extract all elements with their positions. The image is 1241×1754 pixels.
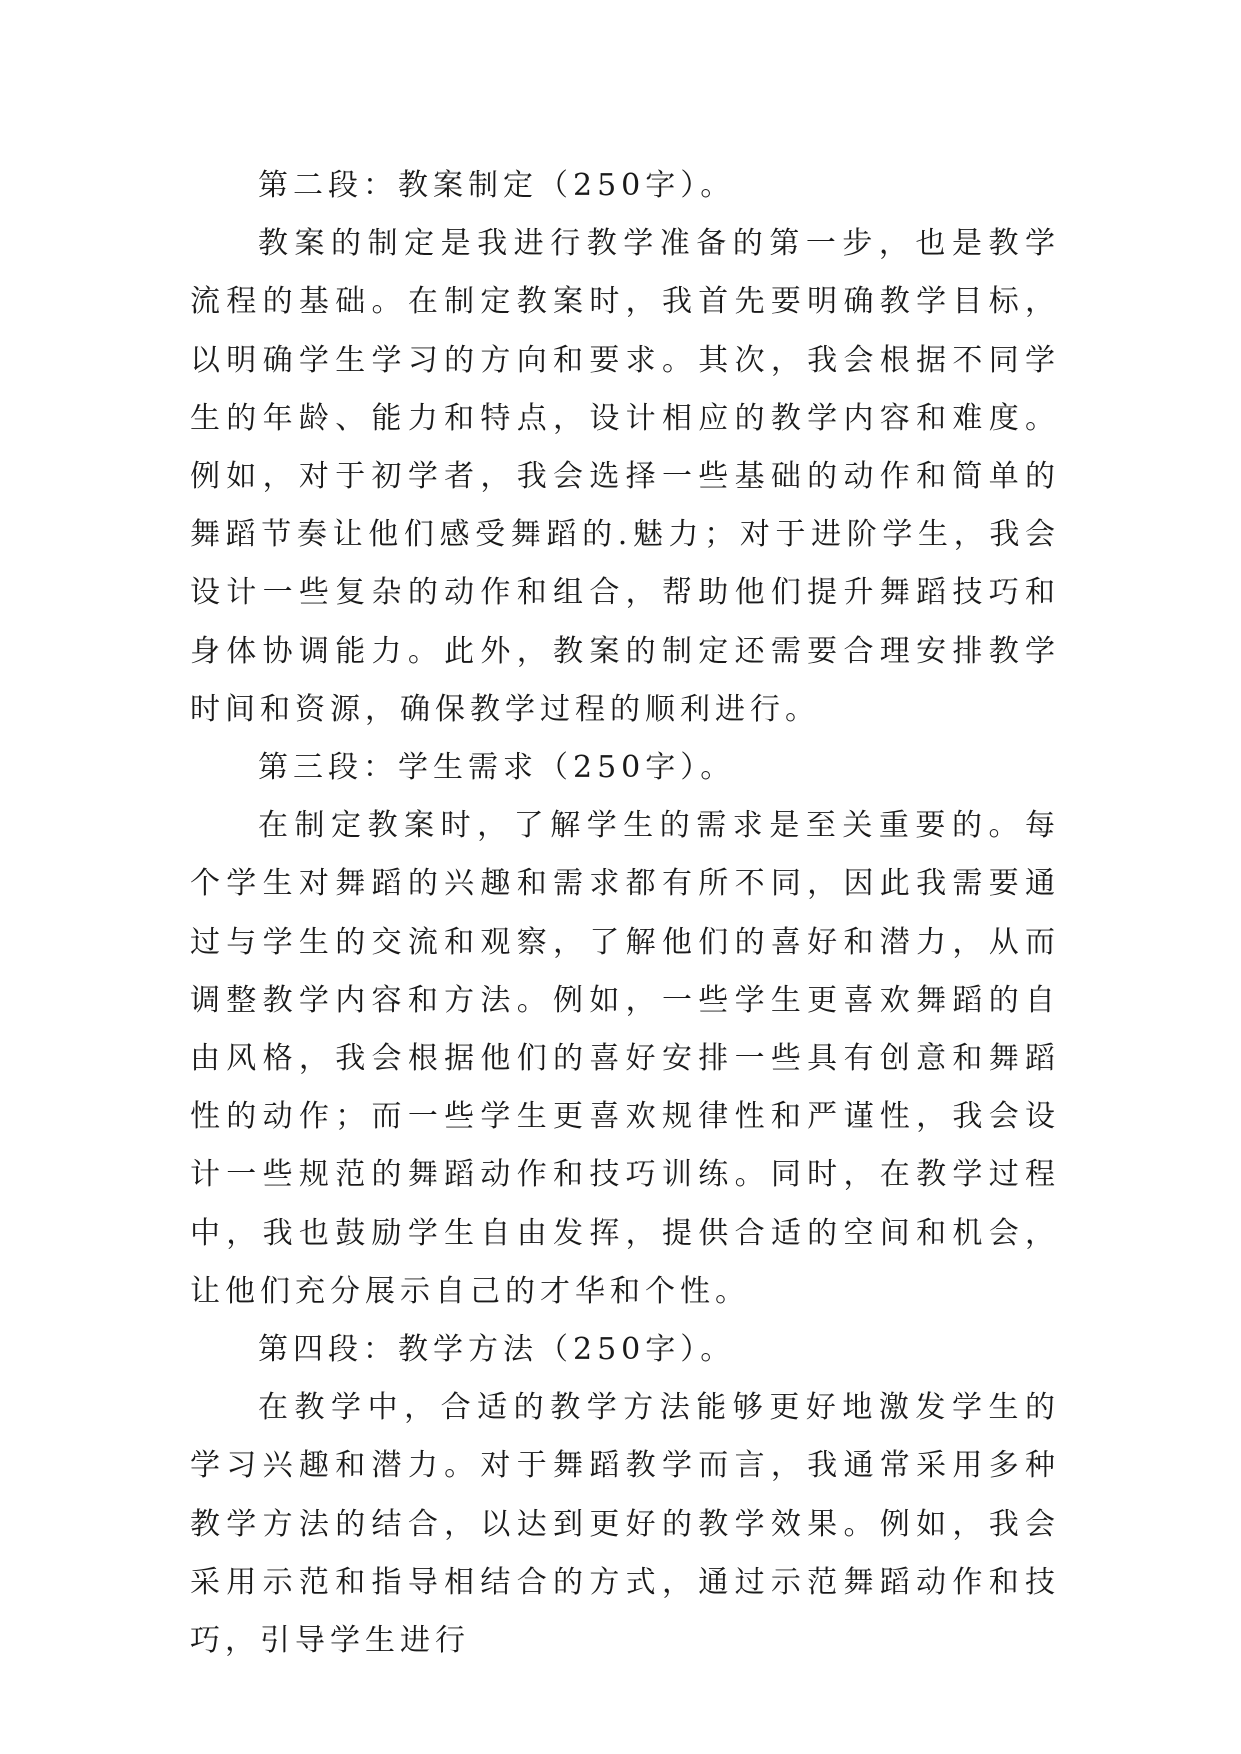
document-body bbox=[190, 157, 1060, 1670]
section-paragraph-2: 教案的制定是我进行教学准备的第一步，也是教学流程的基础。在制定教案时，我首先要明确教学目标，以明确学生学习的方向和要求。其次，我会根据不同学生的年龄、能力和特点，设计相应的教学内容和难度。例如，对于初学者，我会选择一些基础的动作和简单的舞蹈节奏让他们感受舞蹈的.魅力；对于进阶学生，我会设计一些复杂的动作和组合，帮助他们提升舞蹈技巧和身体协调能力。此外，教案的制定还需要合理安排教学时间和资源，确保教学过程的顺利进行。 bbox=[190, 226, 1060, 727]
section-heading-4: 第四段：教学方法（250字）。 bbox=[258, 1332, 736, 1368]
section-paragraph-4: 在教学中，合适的教学方法能够更好地激发学生的学习兴趣和潜力。对于舞蹈教学而言，我通常采用多种教学方法的结合，以达到更好的教学效果。例如，我会采用示范和指导相结合的方式，通过示范舞蹈动作和技巧，引导学生进行 bbox=[190, 1390, 1060, 1659]
section-heading-3: 第三段：学生需求（250字）。 bbox=[258, 750, 736, 786]
section-paragraph-3: 在制定教案时，了解学生的需求是至关重要的。每个学生对舞蹈的兴趣和需求都有所不同，因此我需要通过与学生的交流和观察，了解他们的喜好和潜力，从而调整教学内容和方法。例如，一些学生更喜欢舞蹈的自由风格，我会根据他们的喜好安排一些具有创意和舞蹈性的动作；而一些学生更喜欢规律性和严谨性，我会设计一些规范的舞蹈动作和技巧训练。同时，在教学过程中，我也鼓励学生自由发挥，提供合适的空间和机会，让他们充分展示自己的才华和个性。 bbox=[190, 808, 1060, 1309]
section-heading-2: 第二段：教案制定（250字）。 bbox=[258, 168, 736, 203]
